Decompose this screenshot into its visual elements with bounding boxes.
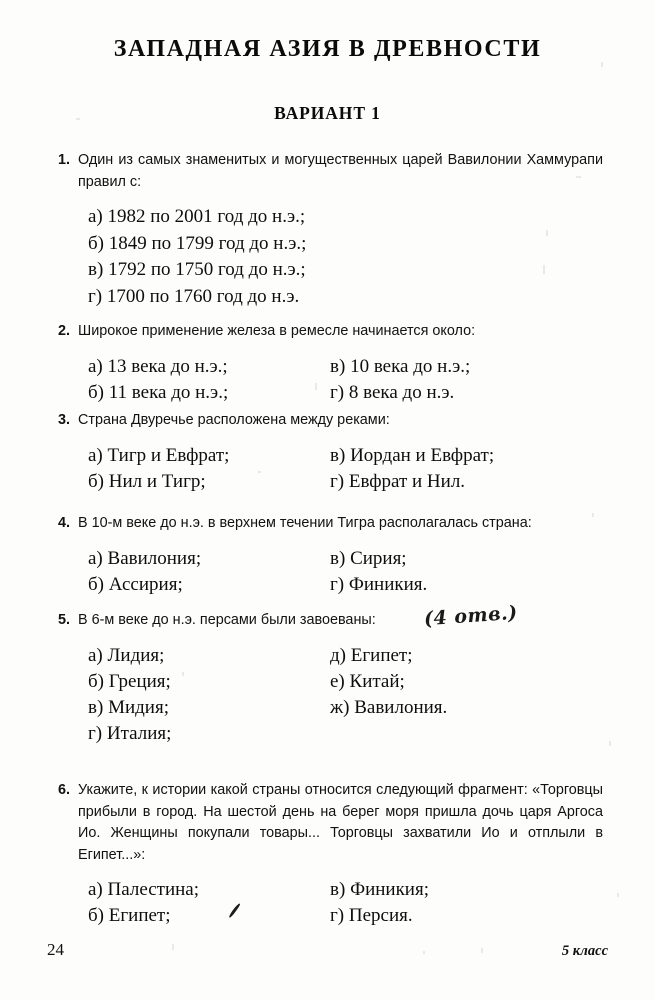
option-item[interactable] [330, 443, 494, 469]
question-6-stem [58, 780, 603, 866]
option-item[interactable] [88, 469, 330, 495]
page-footer [47, 940, 608, 960]
question-5 [58, 610, 603, 747]
option-column-left [88, 546, 330, 598]
option-letter: д) [330, 644, 346, 666]
option-item[interactable] [88, 257, 603, 284]
option-text: Евфрат и Нил. [348, 470, 466, 492]
question-4-stem [58, 513, 603, 535]
option-column-left [88, 643, 330, 747]
option-column-right [330, 354, 470, 406]
option-text: Тигр и Евфрат; [107, 444, 230, 466]
option-text: Финикия; [350, 879, 429, 900]
option-columns [88, 643, 603, 747]
option-text: 1982 по 2001 год до н.э.; [107, 206, 306, 227]
option-item[interactable] [88, 354, 330, 380]
option-column-left [88, 354, 330, 406]
option-item[interactable] [88, 231, 603, 258]
option-letter: б) [88, 470, 104, 492]
option-text: Палестина; [107, 879, 200, 900]
option-text: Египет; [350, 644, 413, 666]
option-column-right [330, 546, 427, 598]
option-column-right [330, 643, 447, 747]
option-text: Египет; [108, 905, 171, 926]
question-2-stem [58, 321, 603, 343]
question-5-stem-text: В 6-м веке до н.э. персами были завоеваны: [78, 612, 376, 628]
option-text: Китай; [349, 670, 405, 692]
option-item[interactable] [330, 903, 429, 929]
option-letter: б) [88, 381, 104, 403]
option-item[interactable] [88, 643, 330, 669]
option-column-right [330, 443, 494, 495]
option-letter: б) [88, 573, 104, 595]
question-1-stem-text: Один из самых знаменитых и могущественных царей Вавилонии Хаммурапи правил с: [78, 152, 603, 190]
option-item[interactable] [330, 469, 494, 495]
option-letter: г) [330, 905, 345, 926]
option-letter: а) [88, 206, 103, 227]
option-item[interactable] [88, 380, 330, 406]
option-item[interactable] [330, 643, 447, 669]
option-item[interactable] [88, 443, 330, 469]
question-3 [58, 410, 603, 495]
option-item[interactable] [88, 546, 330, 572]
question-1-options [58, 204, 603, 310]
grade-label: 5 класс [561, 943, 608, 959]
option-letter: а) [88, 879, 103, 900]
option-text: 10 века до н.э.; [350, 355, 471, 377]
option-columns [88, 443, 603, 495]
option-text: 8 века до н.э. [348, 381, 455, 403]
option-text: 1792 по 1750 год до н.э.; [108, 259, 306, 280]
option-letter: в) [330, 879, 346, 900]
option-columns [88, 877, 603, 929]
option-column [88, 204, 603, 310]
option-text: Ассирия; [108, 573, 183, 595]
option-item[interactable] [88, 572, 330, 598]
question-1-stem [58, 150, 603, 193]
option-item[interactable] [88, 695, 330, 721]
option-item[interactable] [330, 669, 447, 695]
question-5-number: 5. [58, 612, 71, 628]
question-4-stem-text: В 10-м веке до н.э. в верхнем течении Тигра располагалась страна: [78, 515, 532, 531]
scan-speckle [617, 893, 619, 897]
option-column-right [330, 877, 429, 929]
option-text: 11 века до н.э.; [108, 381, 229, 403]
option-text: Финикия. [348, 573, 428, 595]
question-4-options [58, 546, 603, 598]
option-letter: е) [330, 670, 345, 692]
question-6 [58, 780, 603, 929]
option-text: 1849 по 1799 год до н.э.; [108, 232, 307, 254]
question-3-number: 3. [58, 412, 71, 428]
variant-subtitle: ВАРИАНТ 1 [274, 103, 381, 123]
handwritten-note: (4 отв.) [423, 601, 519, 631]
question-6-number: 6. [58, 782, 71, 798]
option-text: Нил и Тигр; [108, 470, 206, 492]
option-letter: б) [88, 670, 104, 692]
option-letter: а) [88, 444, 103, 466]
option-letter: а) [88, 644, 103, 666]
question-2 [58, 321, 603, 406]
option-letter: б) [88, 905, 104, 926]
option-letter: г) [330, 470, 345, 492]
option-letter: б) [88, 232, 104, 254]
question-5-options [58, 643, 603, 747]
question-1 [58, 150, 603, 310]
scan-speckle [609, 741, 611, 746]
question-3-stem-text: Страна Двуречье расположена между реками: [78, 412, 390, 428]
option-letter: в) [330, 444, 346, 466]
question-6-options [58, 877, 603, 929]
option-letter: г) [88, 285, 103, 307]
option-text: Персия. [348, 905, 413, 926]
option-item[interactable] [330, 877, 429, 903]
option-letter: в) [88, 696, 104, 718]
option-letter: в) [330, 355, 346, 377]
option-text: Вавилония. [354, 696, 448, 718]
option-text: 1700 по 1760 год до н.э. [106, 285, 300, 307]
option-letter: в) [88, 259, 104, 280]
option-letter: г) [330, 573, 345, 595]
question-4 [58, 513, 603, 598]
question-5-stem [58, 610, 603, 632]
option-text: 13 века до н.э.; [107, 355, 228, 377]
option-letter: а) [88, 547, 103, 569]
question-2-number: 2. [58, 323, 71, 339]
question-1-number: 1. [58, 152, 71, 168]
option-item[interactable] [330, 572, 427, 598]
option-text: Греция; [108, 670, 171, 692]
question-2-stem-text: Широкое применение железа в ремесле начинается около: [78, 323, 476, 339]
option-item[interactable] [88, 204, 603, 231]
option-letter: а) [88, 355, 103, 377]
option-columns [88, 546, 603, 598]
question-3-stem [58, 410, 603, 432]
option-text: Вавилония; [107, 547, 202, 569]
option-text: Лидия; [107, 644, 165, 666]
question-3-options [58, 443, 603, 495]
option-item[interactable] [88, 721, 330, 747]
question-4-number: 4. [58, 515, 71, 531]
option-letter: г) [330, 381, 345, 403]
option-column-left [88, 877, 330, 929]
option-item[interactable] [330, 354, 470, 380]
option-column-left [88, 443, 330, 495]
option-item[interactable] [88, 903, 330, 929]
option-item[interactable] [330, 380, 470, 406]
question-2-options [58, 354, 603, 406]
page-title: ЗАПАДНАЯ АЗИЯ В ДРЕВНОСТИ [113, 36, 542, 62]
option-text: Сирия; [350, 547, 407, 569]
page-number: 24 [47, 940, 64, 959]
option-text: Мидия; [108, 696, 169, 718]
option-text: Италия; [106, 722, 172, 744]
option-item[interactable] [330, 546, 427, 572]
option-item[interactable] [88, 669, 330, 695]
option-letter: ж) [330, 696, 350, 718]
option-text: Иордан и Евфрат; [350, 444, 495, 466]
option-letter: в) [330, 547, 346, 569]
option-columns [88, 354, 603, 406]
option-item[interactable] [88, 284, 603, 311]
option-item[interactable] [88, 877, 330, 903]
option-item[interactable] [330, 695, 447, 721]
question-6-stem-text: Укажите, к истории какой страны относится следующий фрагмент: «Торговцы прибыли в город. На шестой день на берег моря пришла дочь царя Аргоса Ио. Женщины покупали товары... Торговцы захватили Ио и отплыли в Египет...»: [78, 782, 603, 863]
option-letter: г) [88, 722, 103, 744]
